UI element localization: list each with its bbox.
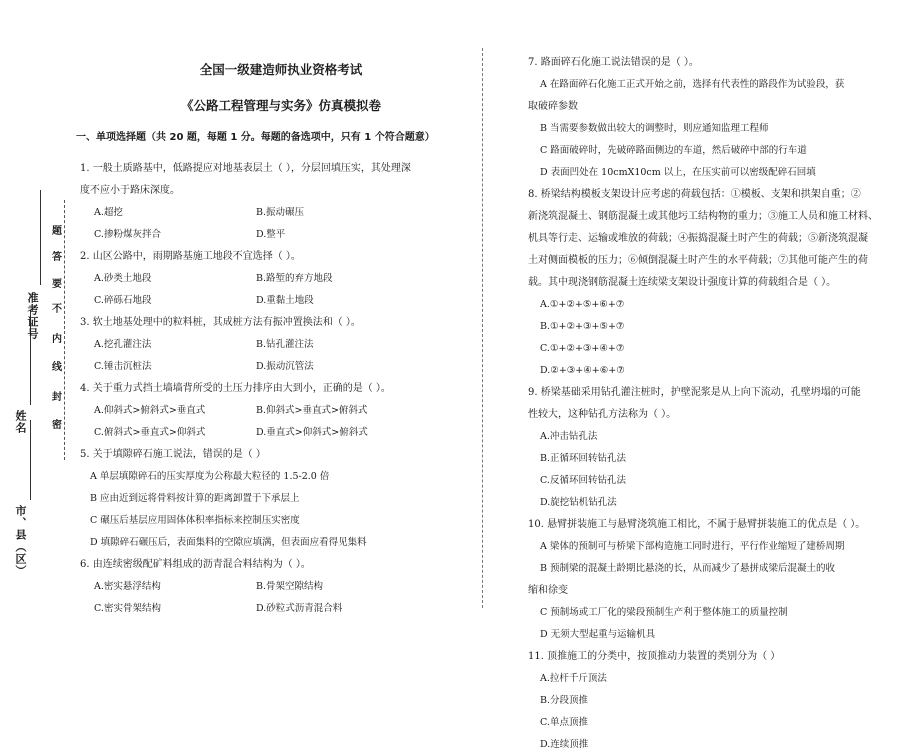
question-text: 3. 软土地基处理中的粒料桩，其成桩方法有振冲置换法和（ ）。 [80,317,361,328]
ticket-underline [40,190,41,285]
question-text: 土对侧面模板的压力；⑥倾倒混凝土时产生的水平荷载；⑦其他可能产生的荷 [528,255,868,266]
question-10 [528,514,890,646]
option-c[interactable]: C 预制场或工厂化的梁段预制生产利于整体施工的质量控制 [540,607,788,618]
question-text: 9. 桥梁基础采用钻孔灌注桩时，护壁泥浆是从上向下流动，孔壁坍塌的可能 [528,387,861,398]
name-label: 姓名 [14,410,27,434]
question-text: 11. 顶推施工的分类中，按顶推动力装置的类别分为（ ） [528,651,781,662]
question-5 [76,444,476,554]
option-a[interactable]: A 梁体的预制可与桥梁下部构造施工同时进行，平行作业缩短了建桥周期 [540,541,845,552]
region-underline [30,420,31,500]
question-9 [528,382,890,514]
question-3 [76,312,476,378]
question-text: 2. 山区公路中，雨期路基施工地段不宜选择（ ）。 [80,251,301,262]
option-b[interactable]: B 当需要参数做出较大的调整时，则应通知监理工程师 [540,123,769,134]
option-c[interactable]: C.单点顶推 [540,717,588,728]
option-b[interactable]: B.钻孔灌注法 [256,339,314,350]
left-column [76,56,476,620]
seal-char-6: 线 [52,362,62,373]
exam-title: 全国一级建造师执业资格考试 [199,62,363,77]
question-8 [528,184,890,382]
option-d[interactable]: D 无须大型起重与运输机具 [540,629,656,640]
option-c[interactable]: C.密实骨架结构 [94,603,161,614]
option-c[interactable]: C.锤击沉桩法 [94,361,152,372]
option-group [528,426,890,514]
question-text: 7. 路面碎石化施工说法错误的是（ ）。 [528,57,699,68]
seal-char-8: 密 [52,420,62,431]
option-c[interactable]: C 碾压后基层应用固体体积率指标来控制压实密度 [90,515,300,526]
question-text: 度不应小于路床深度。 [80,185,180,196]
question-text: 新浇筑混凝土、钢筋混凝土或其他圬工结构物的重力；③施工人员和施工材料、 [528,211,878,222]
option-c[interactable]: C.俯斜式>垂直式>仰斜式 [94,427,206,438]
option-b[interactable]: B.正循环回转钻孔法 [540,453,627,464]
option-d[interactable]: D.砂粒式沥青混合料 [256,603,343,614]
question-text: 1. 一般土质路基中，低路提应对地基表层土（ ），分层回填压实，其处理深 [80,163,411,174]
option-group [528,294,890,382]
question-text: 机具等行走、运输或堆放的荷载；④振捣混凝土时产生的荷载；⑤新浇筑混凝 [528,233,868,244]
question-7 [528,52,890,184]
option-a[interactable]: A.砂类土地段 [94,273,152,284]
option-c[interactable]: C.掺粉煤灰拌合 [94,229,161,240]
binding-strip [0,0,70,650]
option-b[interactable]: B.骨架空隙结构 [256,581,324,592]
option-a-continued: 取破碎参数 [528,101,578,112]
option-d[interactable]: D.振动沉管法 [256,361,314,372]
seal-char-4: 不 [52,304,62,315]
option-a[interactable]: A.①+②+⑤+⑥+⑦ [540,299,625,310]
option-group [76,202,476,246]
question-text: 性较大，这种钻孔方法称为（ ）。 [528,409,677,420]
exam-subtitle: 《公路工程管理与实务》仿真模拟卷 [180,98,381,113]
column-divider [482,48,483,608]
option-b[interactable]: B.振动碾压 [256,207,305,218]
ticket-label: 准考证号 [26,292,39,340]
right-column [528,52,890,756]
option-b[interactable]: B 预制梁的混凝土龄期比悬浇的长，从而减少了悬拼成梁后混凝土的收 [540,563,836,574]
option-d[interactable]: D.重黏土地段 [256,295,314,306]
question-4 [76,378,476,444]
option-group [76,400,476,444]
option-d[interactable]: D 表面凹处在 10cmX10cm 以上，在压实前可以密级配碎石回填 [540,167,816,178]
option-b-continued: 缩和徐变 [528,585,568,596]
seal-char-7: 封 [52,392,62,403]
seal-char-3: 要 [52,279,62,290]
option-c[interactable]: C.反循环回转钻孔法 [540,475,626,486]
option-a[interactable]: A.冲击钻孔法 [540,431,598,442]
question-6 [76,554,476,620]
option-a[interactable]: A 单层填隙碎石的压实厚度为公称最大粒径的 1.5-2.0 倍 [90,471,330,482]
option-b[interactable]: B 应由近到远将骨料按计算的距离卸置于下承层上 [90,493,300,504]
option-c[interactable]: C 路面破碎时，先破碎路面侧边的车道，然后破碎中部的行车道 [540,145,807,156]
option-d[interactable]: D.连续顶推 [540,739,589,750]
seal-dashed-line [64,200,65,460]
option-a[interactable]: A.超挖 [94,207,123,218]
option-a[interactable]: A 在路面碎石化施工正式开始之前，选择有代表性的路段作为试验段，获 [540,79,845,90]
option-d[interactable]: D.②+③+④+⑥+⑦ [540,365,625,376]
region-label: 市、县（区） [14,505,27,577]
option-b[interactable]: B.①+②+③+⑤+⑦ [540,321,625,332]
option-b[interactable]: B.仰斜式>垂直式>俯斜式 [256,405,368,416]
option-group [528,668,890,756]
option-group [76,334,476,378]
option-d[interactable]: D 填隙碎石碾压后，表面集料的空隙应填满，但表面应看得见集料 [90,537,367,548]
question-text: 5. 关于填隙碎石施工说法，错误的是（ ） [80,449,266,460]
option-d[interactable]: D.垂直式>仰斜式>俯斜式 [256,427,368,438]
option-group [76,268,476,312]
option-c[interactable]: C.①+②+③+④+⑦ [540,343,625,354]
option-group [76,576,476,620]
question-11 [528,646,890,756]
question-text: 载。其中现浇钢筋混凝土连续梁支架设计强度计算的荷载组合是（ ）。 [528,277,837,288]
question-text: 8. 桥梁结构模板支架设计应考虑的荷载包括：①模板、支架和拱架自重；② [528,189,861,200]
option-a[interactable]: A.拉杆千斤顶法 [540,673,607,684]
question-2 [76,246,476,312]
option-d[interactable]: D.旋挖钻机钻孔法 [540,497,617,508]
option-b[interactable]: B.分段顶推 [540,695,589,706]
question-text: 10. 悬臂拼装施工与悬臂浇筑施工相比，不属于悬臂拼装施工的优点是（ ）。 [528,519,866,530]
option-d[interactable]: D.整平 [256,229,286,240]
section-heading: 一、单项选择题（共 20 题，每题 1 分。每题的备选项中，只有 1 个符合题意） [76,132,435,143]
seal-char-2: 答 [52,252,62,263]
option-b[interactable]: B.路堑的弃方地段 [256,273,333,284]
seal-char-1: 题 [52,226,62,237]
seal-char-5: 内 [52,334,62,345]
option-c[interactable]: C.碎砾石地段 [94,295,152,306]
option-a[interactable]: A.仰斜式>俯斜式>垂直式 [94,405,206,416]
question-1 [76,158,476,246]
question-text: 4. 关于重力式挡土墙墙背所受的土压力排序由大到小，正确的是（ ）。 [80,383,391,394]
question-text: 6. 由连续密级配矿料组成的沥青混合料结构为（ ）。 [80,559,311,570]
option-a[interactable]: A.挖孔灌注法 [94,339,152,350]
option-a[interactable]: A.密实悬浮结构 [94,581,161,592]
